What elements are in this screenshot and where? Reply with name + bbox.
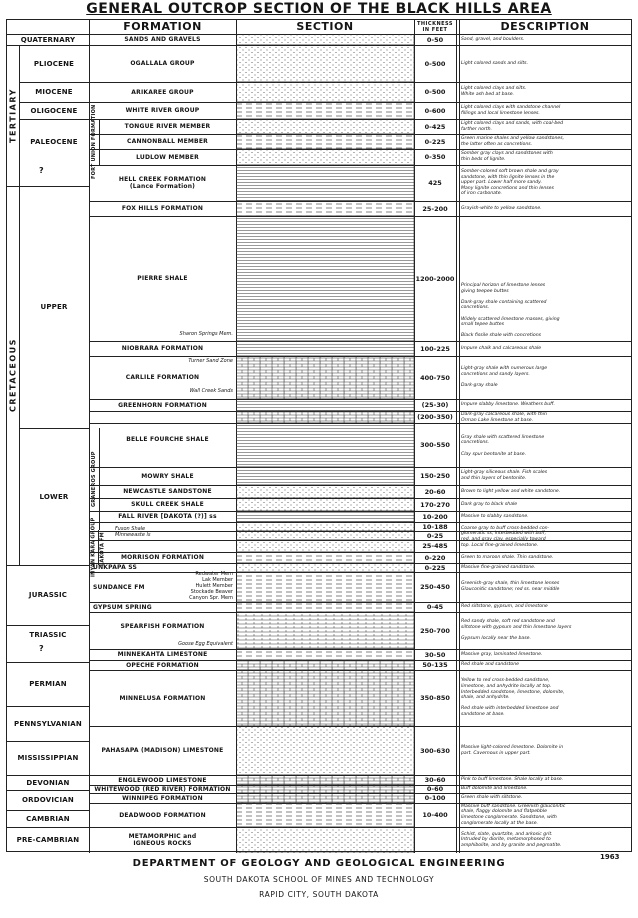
section-band — [236, 793, 414, 803]
thickness-header: THICKNESS IN FEET — [416, 21, 454, 33]
outcrop-section-table — [6, 19, 632, 852]
formation-englewood: ENGLEWOOD LIMESTONE — [118, 776, 207, 784]
formation-tongue-river: TONGUE RIVER MEMBER — [124, 123, 211, 130]
section-bands — [236, 34, 414, 853]
section-band — [236, 827, 414, 853]
section-band — [236, 649, 414, 660]
thickness-winnipeg: 0-100 — [424, 794, 446, 802]
section-band — [236, 803, 414, 827]
desc-newcastle: Brown to light yellow and white sandstone. — [461, 488, 561, 494]
desc-hell-creek: Somber-colored soft brown shale and gray sandstone, with thin lignite lenses in the upper part. Lower half more sandy. Many lignite concretions and thin lenses of iron carbonate. — [461, 169, 559, 197]
thickness-minnelusa: 350-850 — [420, 694, 450, 702]
desc-fall-river: Massive to slabby sandstone. — [461, 513, 529, 519]
thickness-niobrara: 100-225 — [420, 344, 450, 353]
desc-niobrara: Impure chalk and calcareous shale — [461, 345, 542, 351]
era-cretaceous: CRETACEOUS — [8, 338, 18, 413]
section-header: SECTION — [296, 20, 354, 33]
desc-tongue-river: Light colored clays and sands, with coal-bed farther north. — [461, 120, 564, 132]
formation-pierre: PIERRE SHALE — [137, 275, 188, 282]
section-band — [236, 399, 414, 411]
era-pennsylvanian: PENNSYLVANIAN — [14, 719, 82, 728]
thickness-fall-river: 10-200 — [422, 512, 448, 521]
thickness-metamorphic — [414, 827, 456, 853]
desc-ludlow: Somber gray clays and sandstones with thin beds of lignite. — [461, 151, 553, 162]
section-band — [236, 119, 414, 134]
thickness-deadwood: 10-400 — [422, 811, 448, 819]
desc-spearfish: Red sandy shale, soft red sandstone and siltstone with gypsum and thin limestone layers Gypsum locally near the base. — [461, 619, 572, 642]
formation-sundance: SUNDANCE FM — [93, 583, 145, 591]
formation-greenhorn: GREENHORN FORMATION — [118, 401, 207, 409]
desc-white-river: Light colored clays with sandstone channel fillings and local limestone lenses. — [461, 104, 561, 116]
question-mark-2: ? — [39, 644, 44, 653]
section-band — [236, 216, 414, 341]
thickness-sands: 0-50 — [426, 35, 444, 44]
era-lower-cretaceous: LOWER — [39, 492, 69, 501]
formation-carlile: CARLILE FORMATION — [125, 374, 200, 381]
formation-minnelusa: MINNELUSA FORMATION — [119, 694, 206, 702]
section-band — [236, 785, 414, 793]
desc-belle-top: Dark-gray calcareous shale, with thin Orman Lake limestone at base. — [461, 412, 547, 423]
desc-morrison: Green to maroon shale. Thin sandstone. — [461, 554, 554, 560]
section-band — [236, 134, 414, 149]
era-mississippian: MISSISSIPPIAN — [17, 754, 79, 762]
era-pliocene: PLIOCENE — [33, 59, 75, 68]
section-band — [236, 102, 414, 119]
desc-englewood: Pink to buff limestone. Shale locally at base. — [461, 777, 564, 783]
desc-sundance: Greenish-gray shale, thin limestone lenses Glauconitic sandstone; red ss. near middle — [461, 581, 560, 592]
section-band — [236, 423, 414, 467]
thickness-gypsum-spring: 0-45 — [426, 603, 444, 611]
thickness-lakota-c: 25-485 — [422, 542, 448, 550]
era-ordovician: ORDOVICIAN — [22, 796, 74, 804]
era-triassic: TRIASSIC — [29, 631, 67, 639]
desc-whitewood: Buff dolomite and limestone. — [461, 786, 528, 792]
section-band — [236, 612, 414, 649]
group-inyan-kara: INYAN KARA GROUP — [90, 517, 97, 578]
desc-sands: Sand, gravel, and boulders. — [461, 36, 525, 42]
formation-belle-fourche: BELLE FOURCHE SHALE — [126, 435, 209, 443]
thickness-opeche: 50-135 — [422, 661, 448, 669]
stratigraphic-column — [236, 34, 414, 853]
section-band — [236, 149, 414, 165]
formation-morrison: MORRISON FORMATION — [120, 554, 205, 561]
desc-cannonball: Green marine shales and yellow sandstones, the latter often as concretions. — [461, 135, 565, 147]
section-band — [236, 540, 414, 552]
section-band — [236, 82, 414, 102]
formation-white-river: WHITE RIVER GROUP — [125, 107, 200, 114]
section-band — [236, 660, 414, 670]
era-quaternary: QUATERNARY — [20, 35, 76, 44]
description-header: DESCRIPTION — [500, 20, 590, 33]
formation-sands-gravels: SANDS AND GRAVELS — [124, 36, 201, 43]
desc-unkpapa: Massive fine-grained sandstone. — [461, 564, 536, 570]
section-band — [236, 201, 414, 216]
thickness-lakota-b: 0-25 — [426, 531, 444, 540]
section-band — [236, 341, 414, 356]
thickness-englewood: 30-60 — [424, 776, 446, 784]
formation-arikaree: ARIKAREE GROUP — [131, 88, 194, 96]
thickness-minnekahta: 30-50 — [424, 650, 446, 659]
desc-fox-hills: Grayish-white to yellow sandstone. — [461, 205, 542, 211]
thickness-spearfish: 250-700 — [420, 626, 450, 635]
member-turner: Turner Sand Zone — [188, 358, 233, 364]
desc-lakota: Coarse gray to buff cross-bedded con- glomeratic ss, interbedded with buff, red, and gray clay, especially toward top. Local fine-grained limestone. — [461, 525, 550, 548]
question-mark: ? — [39, 166, 44, 175]
formation-pahasapa: PAHASAPA (MADISON) LIMESTONE — [101, 747, 224, 754]
group-graneros: GRANEROS GROUP — [91, 451, 97, 507]
section-band — [236, 356, 414, 399]
desc-ogallala: Light colored sands and silts. — [461, 60, 529, 66]
desc-mowry: Light-gray siliceous shale. Fish scales and thin layers of bentonite. — [461, 470, 548, 481]
formation-niobrara: NIOBRARA FORMATION — [121, 345, 204, 352]
era-permian: PERMIAN — [29, 680, 67, 688]
thickness-pahasapa: 300-630 — [420, 746, 450, 755]
formation-fox-hills: FOX HILLS FORMATION — [121, 205, 204, 212]
thickness-ogallala: 0-500 — [424, 59, 446, 68]
formation-hell-creek: HELL CREEK FORMATION (Lance Formation) — [118, 176, 207, 190]
member-fuson: Fuson Shale Minnewaste ls — [115, 526, 151, 538]
era-cambrian: CAMBRIAN — [26, 814, 70, 823]
section-band — [236, 165, 414, 201]
formation-cannonball: CANNONBALL MEMBER — [127, 138, 208, 145]
thickness-pierre: 1200-2000 — [415, 274, 455, 283]
desc-metamorphic: Schist, slate, quartzite, and arkosic grit. Intruded by diorite, metamorphosed to amphibolite, and by granite and pegmatite. — [461, 831, 562, 848]
chart-title: GENERAL OUTCROP SECTION OF THE BLACK HILLS AREA — [86, 1, 552, 17]
thickness-sundance: 250-450 — [420, 583, 450, 591]
formation-minnekahta: MINNEKAHTA LIMESTONE — [117, 651, 208, 658]
era-upper-cretaceous: UPPER — [40, 303, 68, 311]
member-wall-creek: Wall Creek Sands — [189, 388, 233, 394]
footer-department: DEPARTMENT OF GEOLOGY AND GEOLOGICAL ENGINEERING — [132, 858, 506, 869]
desc-minnelusa: Yellow to red cross-bedded sandstone, limestone, and anhydrite locally at top. Interbedded sandstone, limestone, dolomite, shale, and anhydrite. Red shale with interbedded limestone and sandstone at base. — [461, 678, 565, 717]
group-lakota: LAKOTA FM — [99, 532, 106, 567]
era-tertiary: TERTIARY — [8, 88, 18, 143]
thickness-newcastle: 20-60 — [424, 487, 446, 496]
section-band — [236, 775, 414, 785]
thickness-unkpapa: 0-225 — [424, 563, 446, 572]
thickness-whitewood: 0-60 — [426, 785, 444, 793]
thickness-cannonball: 0-225 — [424, 137, 446, 146]
publication-year: 1963 — [600, 853, 620, 861]
thickness-hell-creek: 425 — [428, 179, 442, 187]
thickness-carlile: 400-750 — [420, 373, 450, 382]
desc-pahasapa: Massive light-colored limestone. Dolomite in part. Cavernous in upper part. — [461, 744, 564, 756]
formation-skull-creek: SKULL CREEK SHALE — [131, 501, 204, 508]
formation-unkpapa: UNKPAPA SS — [93, 564, 137, 571]
section-band — [236, 411, 414, 423]
era-precambrian: PRE-CAMBRIAN — [16, 836, 80, 844]
member-goose-egg: Goose Egg Equivalent — [178, 641, 233, 647]
thickness-fox-hills: 25-200 — [422, 204, 448, 213]
era-devonian: DEVONIAN — [26, 778, 70, 787]
thickness-mowry: 150-250 — [420, 472, 450, 480]
desc-carlile: Light-gray shale with numerous large concretions and sandy layers. Dark-gray shale — [461, 366, 548, 389]
era-jurassic: JURASSIC — [28, 591, 68, 599]
formation-deadwood: DEADWOOD FORMATION — [119, 811, 206, 819]
formation-ogallala: OGALLALA GROUP — [130, 60, 195, 67]
thickness-lakota-a: 10-188 — [422, 522, 448, 531]
section-band — [236, 522, 414, 531]
footer-school: SOUTH DAKOTA SCHOOL OF MINES AND TECHNOLOGY — [203, 875, 435, 884]
section-band — [236, 572, 414, 602]
sundance-members: Redwater Mem Lak Member Hulett Member Stockade Beaver Canyon Spr. Mem — [189, 571, 233, 601]
thickness-ludlow: 0-350 — [424, 153, 446, 161]
desc-belle-fourche: Gray shale with scattered limestone concretions. Clay spur bentonite at base. — [461, 434, 545, 457]
thickness-skull-creek: 170-270 — [420, 500, 450, 509]
formation-ludlow: LUDLOW MEMBER — [136, 153, 199, 161]
formation-winnipeg: WINNIPEG FORMATION — [122, 794, 203, 802]
desc-deadwood: Massive buff sandstone. Greenish glauconitic shale, flaggy dolomite and flatpebble limestone conglomerate. Sandstone, with conglomerate locally at the base. — [461, 803, 566, 826]
formation-mowry: MOWRY SHALE — [141, 472, 194, 480]
formation-opeche: OPECHE FORMATION — [126, 661, 199, 669]
thickness-greenhorn: (25-30) — [421, 401, 449, 409]
desc-arikaree: Light colored clays and silts. White ash bed at base. — [461, 86, 527, 97]
footer-city: RAPID CITY, SOUTH DAKOTA — [259, 890, 379, 899]
member-sharon-springs: Sharon Springs Mem. — [179, 331, 233, 337]
thickness-belle-fourche: 300-550 — [420, 441, 450, 449]
desc-winnipeg: Green shale with siltstone. — [461, 795, 523, 801]
desc-gypsum-spring: Red siltstone, gypsum, and limestone — [461, 604, 548, 610]
formation-whitewood: WHITEWOOD (RED RIVER) FORMATION — [94, 785, 231, 793]
formation-newcastle: NEWCASTLE SANDSTONE — [123, 488, 212, 495]
section-band — [236, 670, 414, 726]
thickness-belle-top: (200-350) — [417, 413, 453, 421]
formation-gypsum-spring: GYPSUM SPRING — [93, 603, 152, 611]
section-band — [236, 45, 414, 82]
thickness-arikaree: 0-500 — [424, 88, 446, 96]
formation-metamorphic: METAMORPHIC and IGNEOUS ROCKS — [128, 833, 197, 847]
desc-greenhorn: Impure slabby limestone. Weathers buff. — [461, 402, 555, 408]
section-band — [236, 498, 414, 511]
thickness-tongue-river: 0-425 — [424, 122, 446, 131]
era-oligocene: OLIGOCENE — [30, 106, 78, 115]
formation-fall-river: FALL RIVER [DAKOTA (?)] ss — [118, 513, 217, 520]
section-band — [236, 726, 414, 775]
era-miocene: MIOCENE — [35, 88, 73, 96]
desc-pierre: Principal horizon of limestone lenses giving teepee buttes Dark-gray shale containing scattered concretions. Widely scattered limestone masses, giving small tepee buttes Black fissile shale with concretions — [461, 283, 560, 339]
section-band — [236, 467, 414, 485]
formation-header: FORMATION — [123, 20, 202, 33]
thickness-white-river: 0-600 — [424, 106, 446, 115]
group-fort-union: FORT UNION FORMATION — [91, 104, 97, 180]
section-band — [236, 485, 414, 498]
desc-skull-creek: Dark gray to black shale — [461, 501, 518, 507]
section-band — [236, 511, 414, 522]
section-band — [236, 563, 414, 572]
thickness-morrison: 0-220 — [424, 553, 446, 562]
section-band — [236, 602, 414, 612]
desc-opeche: Red shale and sandstone — [461, 662, 519, 668]
section-band — [236, 552, 414, 563]
section-band — [236, 531, 414, 540]
section-band — [236, 34, 414, 45]
era-paleocene: PALEOCENE — [30, 138, 78, 146]
desc-minnekahta: Massive gray, laminated limestone. — [461, 651, 543, 657]
formation-spearfish: SPEARFISH FORMATION — [120, 622, 205, 630]
